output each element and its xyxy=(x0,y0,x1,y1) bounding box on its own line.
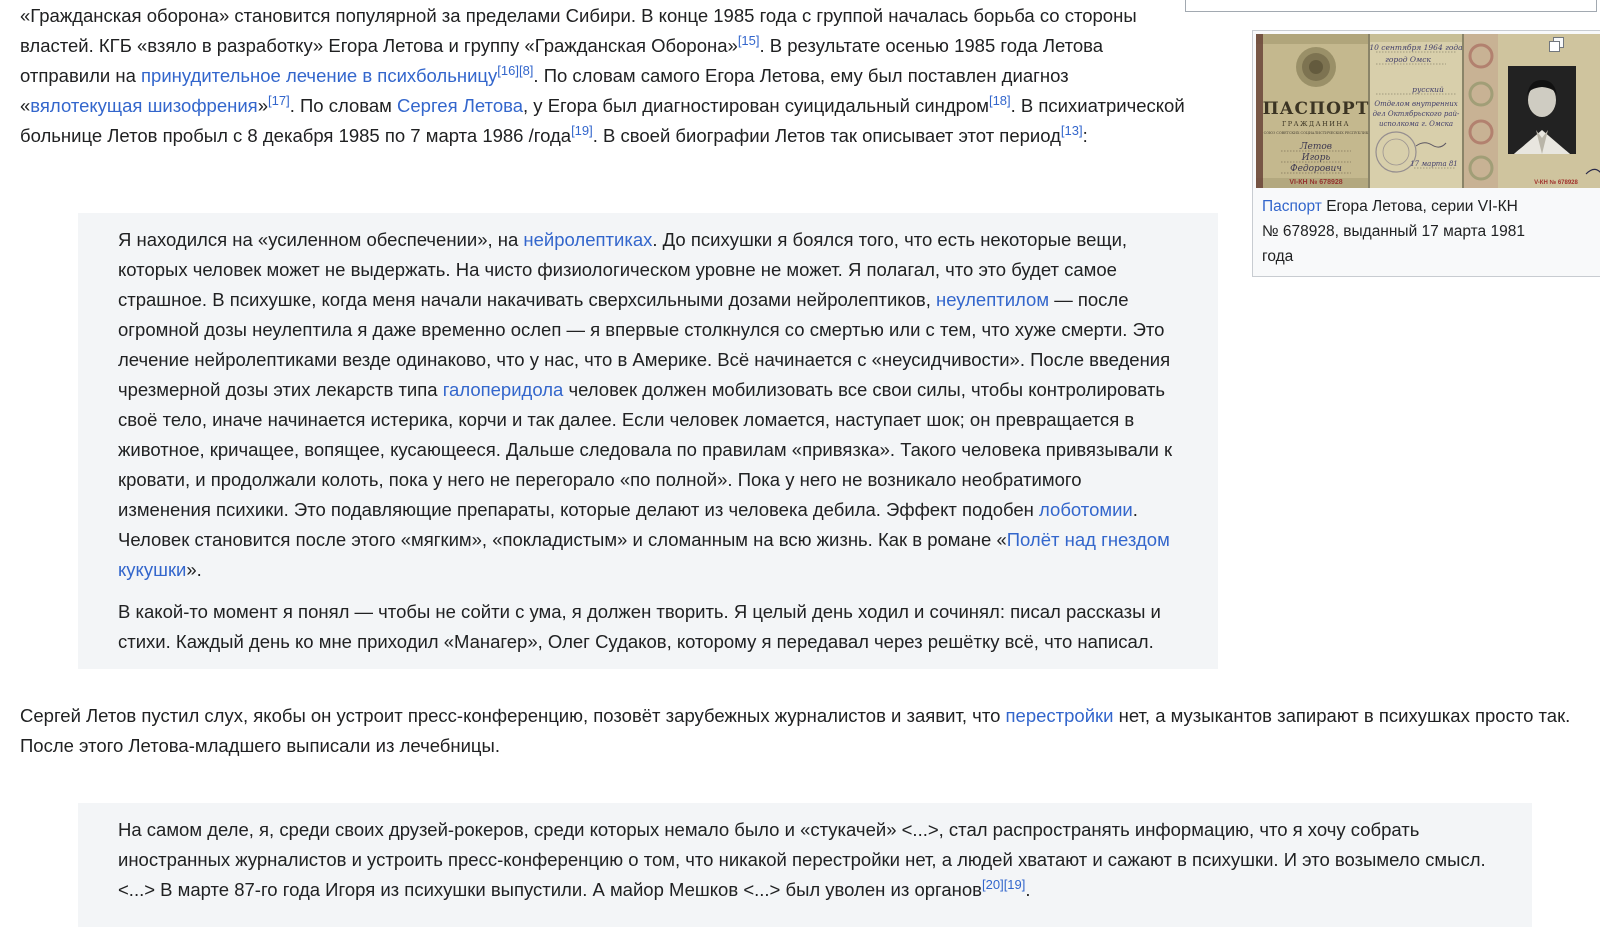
reference-link[interactable]: [15] xyxy=(737,32,760,48)
passport-cover-title: ПАСПОРТ xyxy=(1262,99,1370,119)
wiki-link[interactable]: неулептилом xyxy=(936,289,1050,310)
reference-superscript xyxy=(1061,123,1083,138)
passport-photo xyxy=(1508,66,1576,154)
reference-link[interactable]: [19] xyxy=(571,122,593,138)
reference-link[interactable]: [16] xyxy=(497,62,519,78)
passport-handwritten-page xyxy=(1369,34,1462,188)
infobox-bottom-edge xyxy=(1185,0,1597,12)
reference-link[interactable]: [20] xyxy=(982,876,1004,892)
reference-link[interactable]: [19] xyxy=(1003,876,1026,892)
reference-link[interactable]: [13] xyxy=(1060,122,1083,138)
passport-photo-page xyxy=(1464,34,1600,188)
passport-union-line: СОЮЗ СОВЕТСКИХ СОЦИАЛИСТИЧЕСКИХ РЕСПУБЛИК xyxy=(1263,131,1369,135)
reference-superscript xyxy=(571,123,593,138)
passport-image xyxy=(1256,34,1600,188)
thumbnail-image-link[interactable] xyxy=(1256,34,1600,188)
blockquote xyxy=(78,803,1532,927)
blockquote xyxy=(78,213,1218,669)
reference-link[interactable]: [17] xyxy=(268,92,290,108)
wiki-link[interactable]: нейролептиках xyxy=(523,229,653,250)
passport-cover-subtitle: ГРАЖДАНИНА xyxy=(1281,120,1351,128)
magnify-icon[interactable] xyxy=(1549,37,1564,52)
quote-paragraph: Я находился на «усиленном обеспечении», на нейролептиках. До психушки я боялся того, что есть некоторые вещи, которых человек может не выдержать. На чисто физиологическом уровне не может. Я полагал, что это будет самое страшное. В психушке, когда меня начали накачивать сверхсильными дозами нейролептиков, неулептилом — после огромной дозы неулептила я даже временно ослеп — я впервые столкнулся со смертью или с тем, что хуже смерти. Это лечение нейролептиками везде одинаково, что у нас, что в Америке. Всё начинается с «неусидчивости». После введения чрезмерной дозы этих лекарств типа галоперидола человек должен мобилизовать все свои силы, чтобы контролировать своё тело, иначе начинается истерика, корчи и так далее. Если человек ломается, наступает шок; он превращается в животное, кричащее, вопящее, кусающееся. Дальше следовала по правилам «привязка». Такого человека привязывали к кровати, и продолжали колоть, пока у него не перегорало «по полной». Пока у него не возникало необратимого изменения психики. Это подавляющие препараты, которые делают из человека дебила. Эффект подобен лоботомии. Человек становится после этого «мягким», «покладистым» и сломанным на всю жизнь. Как в романе «Полёт над гнездом кукушки». xyxy=(118,229,1173,580)
thumbnail-figure xyxy=(1252,30,1600,277)
passport-series-number: VI-КН № 678928 xyxy=(1289,179,1343,186)
wiki-link[interactable]: Полёт над гнездом кукушки xyxy=(118,529,1170,580)
thumbnail-caption: Паспорт Егора Летова, серии VI-КН № 678928, выданный 17 марта 1981 года xyxy=(1262,198,1525,265)
passport-cover-panel xyxy=(1256,34,1369,188)
reference-superscript xyxy=(519,63,533,78)
wiki-link[interactable]: галоперидола xyxy=(442,379,564,400)
passport-birthplace: город Омск xyxy=(1385,55,1431,64)
reference-superscript xyxy=(982,877,1004,892)
article-paragraph: «Гражданская оборона» становится популярной за пределами Сибири. В конце 1985 года с группой началась борьба со стороны властей. КГБ «взяло в разработку» Егора Летова и группу «Гражданская Оборона»[15]. В результате осенью 1985 года Летова отправили на принудительное лечение в психбольницу[16][8]. По словам самого Егора Летова, ему был поставлен диагноз «вялотекущая шизофрения»[17]. По словам Сергея Летова, у Егора был диагностирован суицидальный синдром[18]. В психиатрической больнице Летов пробыл с 8 декабря 1985 по 7 марта 1986 /года[19]. В своей биографии Летов так описывает этот период[13]: xyxy=(20,5,1185,146)
reference-superscript xyxy=(497,63,519,78)
passport-surname: Летов xyxy=(1299,142,1333,152)
passport-issue-date: 17 марта 81 xyxy=(1410,160,1458,168)
wiki-link[interactable]: вялотекущая шизофрения xyxy=(30,95,258,116)
passport-birthdate: 10 сентября 1964 года xyxy=(1369,43,1463,52)
reference-link[interactable]: [18] xyxy=(988,92,1011,108)
passport-issuer-line: дел Октябрьского рай- xyxy=(1372,110,1460,118)
wiki-link[interactable]: лоботомии xyxy=(1039,499,1133,520)
wiki-link[interactable]: Паспорт xyxy=(1262,198,1322,215)
passport-nationality: русский xyxy=(1412,85,1444,94)
reference-superscript xyxy=(268,93,290,108)
reference-superscript xyxy=(989,93,1011,108)
quote-paragraph: В какой-то момент я понял — чтобы не сойти с ума, я должен творить. Я целый день ходил и сочинял: писал рассказы и стихи. Каждый день ко мне приходил «Манагер», Олег Судаков, которому я передавал через решётку всё, что написал. xyxy=(118,601,1161,652)
passport-patronymic: Федорович xyxy=(1290,164,1342,174)
passport-issuer-line: исполкома г. Омска xyxy=(1378,120,1454,128)
passport-photo-series: V-КН № 678928 xyxy=(1534,180,1578,186)
reference-superscript xyxy=(1004,877,1026,892)
passport-name: Игорь xyxy=(1301,153,1331,163)
article-paragraph: Сергей Летов пустил слух, якобы он устроит пресс-конференцию, позовёт зарубежных журналистов и заявит, что перестройки нет, а музыкантов запирают в психушках просто так. После этого Летова-младшего выписали из лечебницы. xyxy=(20,705,1571,756)
wiki-link[interactable]: принудительное лечение в психбольницу xyxy=(141,65,498,86)
wiki-link[interactable]: перестройки xyxy=(1005,705,1114,726)
reference-superscript xyxy=(738,33,760,48)
quote-paragraph: На самом деле, я, среди своих друзей-рокеров, среди которых немало было и «стукачей» <...>, стал распространять информацию, что я хочу собрать иностранных журналистов и устроить пресс-конференцию о том, что никакой перестройки нет, а людей хватают и сажают в психушки. И это возымело смысл. <...> В марте 87-го года Игоря из психушки выпустили. А майор Мешков <...> был уволен из органов[20][19]. xyxy=(118,819,1486,900)
reference-link[interactable]: [8] xyxy=(518,62,534,78)
passport-issuer-line: Отделом внутренних xyxy=(1374,100,1458,108)
wiki-link[interactable]: Сергея Летова xyxy=(397,95,524,116)
